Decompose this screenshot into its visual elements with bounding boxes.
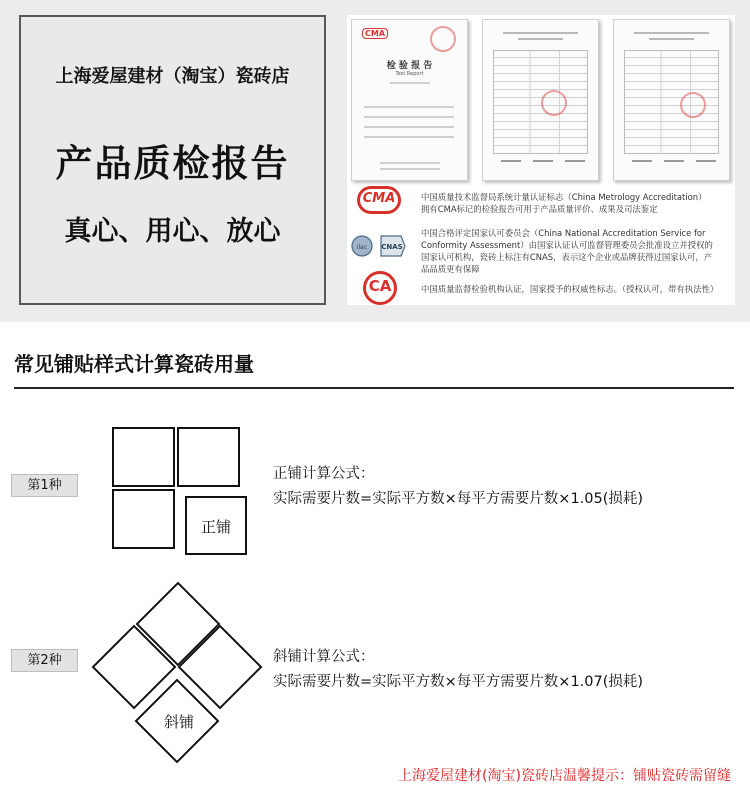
diagonal-formula [273,645,643,695]
straight-formula-title: 正铺计算公式： [273,466,375,482]
method-2-label: 第2种 [11,649,78,672]
straight-formula-text: 实际需要片数=实际平方数×每平方需要片数×1.05(损耗) [273,491,644,507]
promo-title: 产品质检报告 [55,142,290,185]
report-page-image [613,19,730,181]
ca-logo-icon: CA [363,271,397,305]
report-cma-badge: CMA [362,28,388,39]
method-1-label: 第1种 [11,474,78,497]
quality-report-panel [347,15,735,305]
section-title: 常见铺贴样式计算瓷砖用量 [14,352,254,376]
report-stamp-icon [541,90,567,116]
report-cover-image [351,19,468,181]
svg-text:ilac: ilac [356,244,368,251]
tile-square [177,427,240,487]
shop-name: 上海爱屋建材（淘宝）瓷砖店 [55,66,290,87]
promo-box [19,15,326,305]
cma-description: 中国质量技术监督局系统计量认证标志（China Metrology Accreditation） 拥有CMA标记的检验报告可用于产品质量评价、成果及司法鉴定 [421,192,707,214]
cma-logo-icon: CMA [357,186,401,214]
straight-tile-label: 正铺 [200,518,231,536]
footer-tip: 上海爱屋建材(淘宝)瓷砖店温馨提示：铺贴瓷砖需留缝 [398,768,731,784]
cnas-description: 中国合格评定国家认可委员会（China National Accreditation Service for Conformity Assessment）由国家认证认可监督管理委员会批准设立并授权的 国家认可机构，瓷砖上标注有CNAS，表示这个企业或品牌获得过国家认可，产 品品质更有保障 [421,228,713,274]
tile-square [112,489,175,549]
report-stamp-icon [680,92,706,118]
report-cover-subtitle: Test Report [395,71,424,77]
ca-description: 中国质量监督检验机构认证，国家授予的权威性标志。（授权认可，带有执法性） [421,284,719,294]
tile-square [112,427,175,487]
report-stamp-icon [430,26,456,52]
report-page-image [482,19,599,181]
diagonal-formula-text: 实际需要片数=实际平方数×每平方需要片数×1.07(损耗) [273,674,644,690]
diagonal-tile-label: 斜铺 [163,713,194,731]
section-divider [14,387,734,389]
diagonal-formula-title: 斜铺计算公式： [273,649,375,665]
report-cover-title: 检 验 报 告 [386,61,433,71]
cnas-logo-icon [351,232,409,260]
straight-formula [273,462,643,512]
svg-text:CNAS: CNAS [381,243,403,251]
promo-slogan: 真心、用心、放心 [64,216,281,247]
